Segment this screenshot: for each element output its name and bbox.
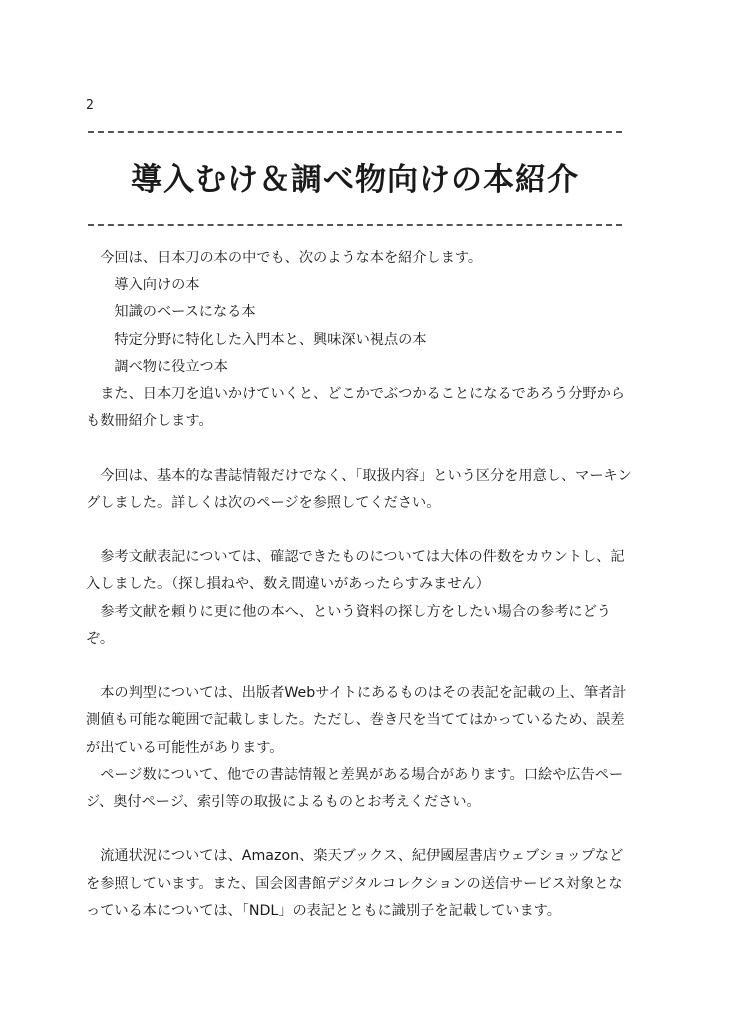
bottom-dashed-divider <box>88 224 622 226</box>
paragraph-page-count: ページ数について、他での書誌情報と差異がある場合があります。口絵や広告ページ、奥付ページ、索引等の取扱によるものとお考えください。 <box>86 766 624 811</box>
paragraph-book-size: 本の判型については、出版者Webサイトにあるものはその表記を記載の上、筆者計測値も可能な範囲で記載しました。ただし、巻き尺を当ててはかっているため、誤差が出ている可能性があります。 <box>86 685 627 756</box>
paragraph-references-usage: 参考文献を頼りに更に他の本へ、という資料の探し方をしたい場合の参考にどうぞ。 <box>86 603 611 647</box>
list-item: 知識のベースになる本 <box>114 304 256 321</box>
paragraph-references: 参考文献表記については、確認できたものについては大体の件数をカウントし、記入しました。（探し損ねや、数え間違いがあったらすみません） <box>86 549 625 593</box>
paragraph-marking: 今回は、基本的な書誌情報だけでなく、「取扱内容」という区分を用意し、マーキングしました。詳しくは次のページを参照してください。 <box>86 467 632 511</box>
paragraph-gap <box>86 517 632 544</box>
body-text <box>86 245 632 925</box>
top-dashed-divider <box>88 131 622 133</box>
paragraph-gap <box>86 653 632 680</box>
list-item: 特定分野に特化した入門本と、興味深い視点の本 <box>114 331 427 348</box>
page-title: 導入むけ＆調べ物向けの本紹介 <box>131 162 579 198</box>
paragraph-gap <box>86 435 632 462</box>
paragraph-books-extra: また、日本刀を追いかけていくと、どこかでぶつかることになるであろう分野からも数冊紹介します。 <box>86 386 625 430</box>
page-number: 2 <box>86 98 94 113</box>
paragraph-gap <box>86 816 632 843</box>
list-item: 導入向けの本 <box>114 277 200 294</box>
list-item: 調べ物に役立つ本 <box>114 358 228 375</box>
paragraph-availability: 流通状況については、Amazon、楽天ブックス、紀伊國屋書店ウェブショップなどを参照しています。また、国会図書館デジタルコレクションの送信サービス対象となっている本については、「NDL」の表記とともに識別子を記載しています。 <box>86 848 624 919</box>
intro-paragraph: 今回は、日本刀の本の中でも、次のような本を紹介します。 <box>100 250 483 266</box>
